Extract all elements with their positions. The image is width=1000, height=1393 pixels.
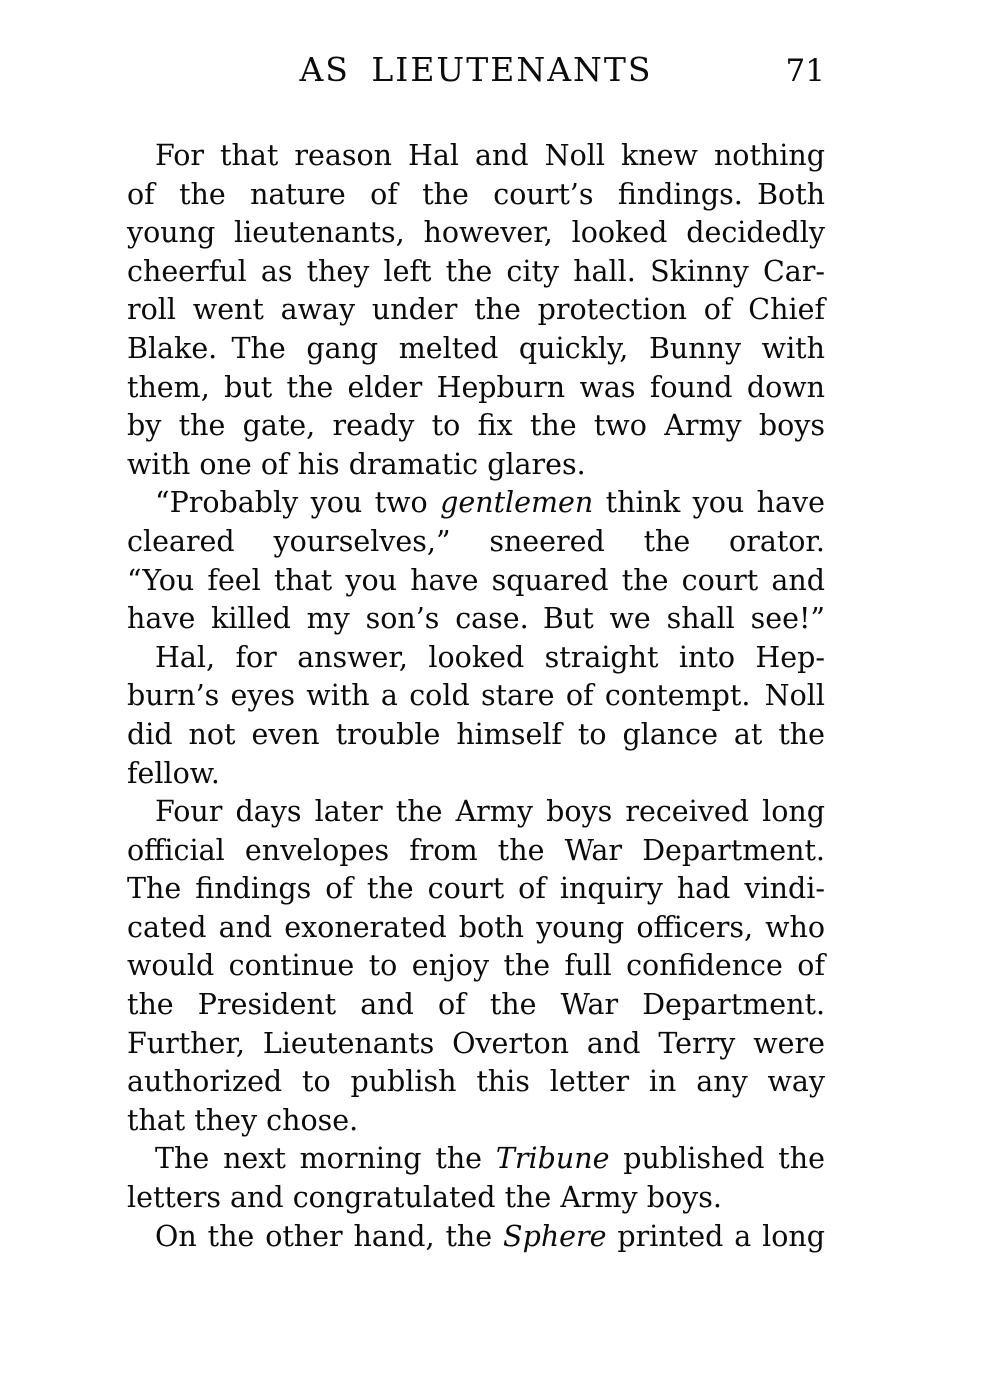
text-segment: them, but the elder Hepburn was found down	[127, 370, 825, 404]
text-segment: “Probably you two	[155, 486, 441, 520]
text-line	[127, 986, 825, 1025]
text-line	[127, 947, 825, 986]
text-segment: cheerful as they left the city hall. Skinny Car-	[127, 254, 825, 288]
text-line	[127, 523, 825, 562]
page-number: 71	[785, 53, 825, 89]
text-line	[127, 1102, 825, 1141]
text-line	[127, 870, 825, 909]
italic-text: Tribune	[495, 1142, 610, 1176]
text-line	[127, 832, 825, 871]
text-line	[127, 639, 825, 678]
text-line	[127, 484, 825, 523]
text-segment: cleared yourselves,” sneered the orator.	[127, 524, 825, 558]
text-segment: fellow.	[127, 756, 220, 790]
text-segment: On the other hand, the	[155, 1219, 504, 1253]
text-segment: have killed my son’s case. But we shall see!”	[127, 602, 825, 636]
text-line	[127, 253, 825, 292]
text-segment: would continue to enjoy the full confidence of	[127, 949, 825, 983]
text-segment: printed a long	[606, 1219, 825, 1253]
page-header	[127, 52, 825, 92]
text-segment: with one of his dramatic glares.	[127, 447, 586, 481]
text-segment: The next morning the	[155, 1142, 496, 1176]
text-segment: cated and exonerated both young officers, who	[127, 910, 825, 944]
text-line	[127, 1063, 825, 1102]
text-line	[127, 716, 825, 755]
text-segment: Four days later the Army boys received long	[155, 795, 825, 829]
text-segment: For that reason Hal and Noll knew nothing	[155, 139, 825, 172]
running-title: AS LIEUTENANTS	[299, 50, 653, 89]
text-segment: young lieutenants, however, looked decidedly	[127, 216, 825, 250]
text-segment: published the	[609, 1142, 825, 1176]
text-line	[127, 1179, 825, 1218]
text-segment: Further, Lieutenants Overton and Terry were	[127, 1026, 825, 1060]
text-segment: authorized to publish this letter in any way	[127, 1065, 825, 1099]
text-line	[127, 909, 825, 948]
text-line	[127, 677, 825, 716]
text-segment: letters and congratulated the Army boys.	[127, 1181, 722, 1215]
text-line	[127, 1218, 825, 1257]
text-line	[127, 407, 825, 446]
text-line	[127, 214, 825, 253]
text-segment: think you have	[593, 486, 825, 520]
text-line	[127, 176, 825, 215]
text-segment: The findings of the court of inquiry had vindi-	[127, 872, 825, 906]
italic-text: Sphere	[503, 1219, 607, 1253]
text-segment: official envelopes from the War Department.	[127, 833, 825, 867]
text-line	[127, 291, 825, 330]
text-line	[127, 1140, 825, 1179]
page-body	[127, 137, 825, 1256]
text-segment: of the nature of the court’s findings. Both	[127, 177, 825, 211]
text-line	[127, 755, 825, 794]
text-segment: the President and of the War Department.	[127, 988, 825, 1022]
text-line	[127, 1025, 825, 1064]
text-segment: did not even trouble himself to glance at the	[127, 717, 825, 751]
text-segment: Blake. The gang melted quickly, Bunny with	[127, 331, 825, 365]
text-line	[127, 330, 825, 369]
text-segment: by the gate, ready to fix the two Army boys	[127, 409, 825, 443]
text-segment: that they chose.	[127, 1103, 359, 1137]
text-line	[127, 137, 825, 176]
text-line	[127, 600, 825, 639]
text-line	[127, 369, 825, 408]
text-line	[127, 446, 825, 485]
italic-text: gentlemen	[440, 486, 594, 520]
text-line	[127, 793, 825, 832]
text-segment: roll went away under the protection of Chief	[127, 293, 825, 327]
text-segment: “You feel that you have squared the court and	[127, 563, 825, 597]
text-segment: burn’s eyes with a cold stare of contempt. Noll	[127, 679, 825, 713]
text-line	[127, 562, 825, 601]
text-segment: Hal, for answer, looked straight into Hep-	[155, 640, 825, 674]
